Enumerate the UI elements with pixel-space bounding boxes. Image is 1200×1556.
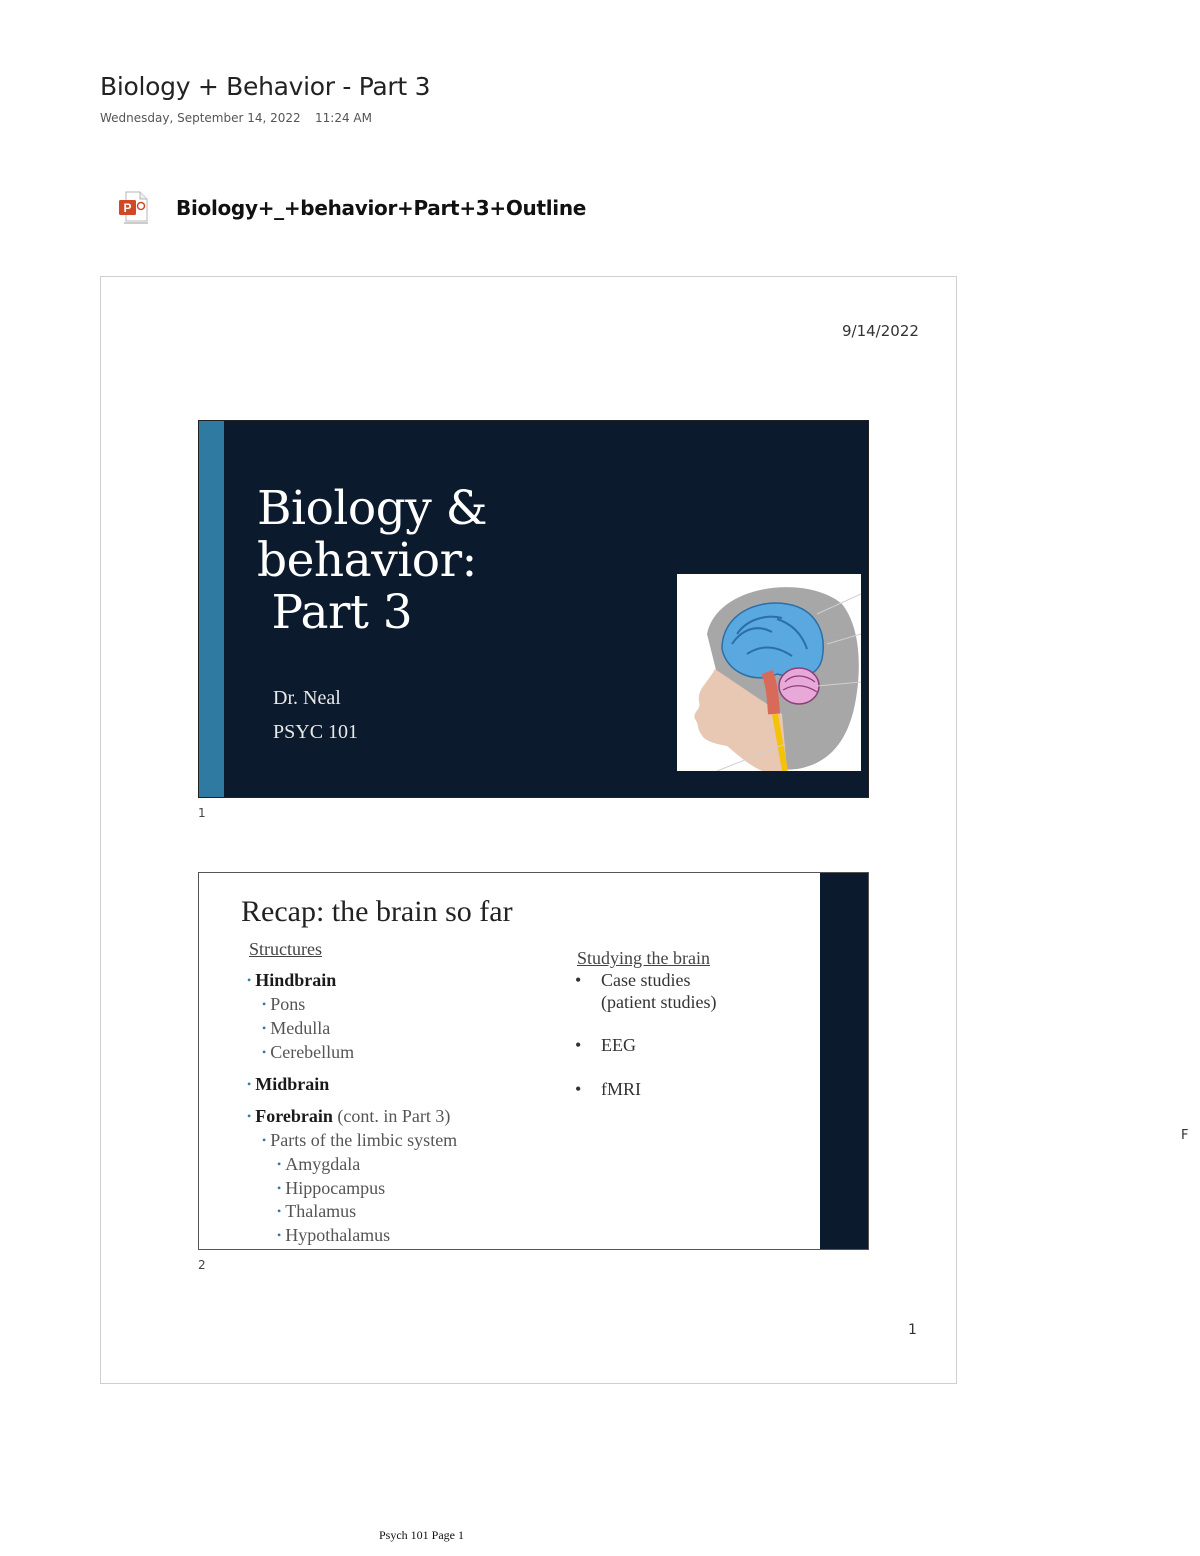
slide-1-number: 1 <box>198 806 206 820</box>
list-item: • Hindbrain <box>247 970 337 990</box>
list-item: • Case studies <box>575 970 691 990</box>
list-item: • fMRI <box>575 1079 641 1099</box>
brain-anatomy-illustration <box>677 574 861 771</box>
list-item: • Hypothalamus <box>277 1225 391 1245</box>
printout-date: 9/14/2022 <box>842 322 919 340</box>
list-item: • Forebrain (cont. in Part 3) <box>247 1106 451 1126</box>
list-item: • Medulla <box>262 1018 331 1038</box>
slide-2 <box>198 872 869 1250</box>
powerpoint-file-icon[interactable] <box>118 190 150 224</box>
slide-accent-bar <box>199 421 224 797</box>
note-date: Wednesday, September 14, 2022 <box>100 111 301 125</box>
note-title[interactable]: Biology + Behavior - Part 3 <box>100 72 431 101</box>
structures-heading: Structures <box>249 939 322 959</box>
list-item: • Pons <box>262 994 306 1014</box>
clipped-text: F <box>1181 1128 1189 1143</box>
list-item: • Midbrain <box>247 1074 330 1094</box>
list-item: • Cerebellum <box>262 1042 355 1062</box>
list-item: • Thalamus <box>277 1201 357 1221</box>
studying-brain-heading: Studying the brain <box>577 948 710 968</box>
list-item: • EEG <box>575 1035 636 1055</box>
list-item: (patient studies) <box>601 992 717 1012</box>
page-footer: Psych 101 Page 1 <box>379 1528 464 1542</box>
slide-accent-bar <box>820 873 868 1249</box>
list-item: • Parts of the limbic system <box>262 1130 458 1150</box>
list-item: • Amygdala <box>277 1154 361 1174</box>
slide-1-author: Dr. Neal <box>273 687 341 709</box>
slide-2-title: Recap: the brain so far <box>241 895 513 928</box>
list-item: • Hippocampus <box>277 1178 386 1198</box>
slide-1-course: PSYC 101 <box>273 721 359 743</box>
slide-2-number: 2 <box>198 1258 206 1272</box>
attachment-filename[interactable]: Biology+_+behavior+Part+3+Outline <box>176 196 587 220</box>
slide-1 <box>198 420 869 798</box>
note-time: 11:24 AM <box>315 111 372 125</box>
svg-text:P: P <box>123 201 132 215</box>
printout-page-number: 1 <box>908 1322 917 1338</box>
slide-1-title: Biology & behavior: Part 3 <box>257 481 488 640</box>
